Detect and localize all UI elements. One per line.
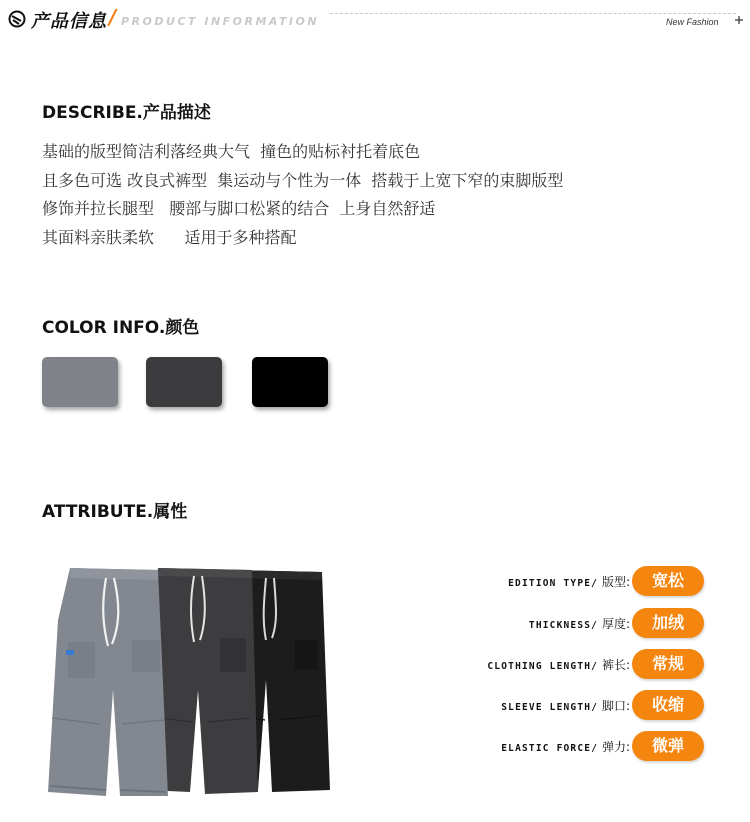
- attribute-value-badge: 宽松: [632, 566, 704, 596]
- attribute-label-cn: 脚口:: [601, 699, 630, 713]
- attribute-row-elastic-force: [420, 731, 710, 761]
- color-swatch-gray[interactable]: [42, 357, 118, 407]
- color-swatch-dark-gray[interactable]: [146, 357, 222, 407]
- describe-line: 修饰并拉长腿型 腰部与脚口松紧的结合 上身自然舒适: [42, 199, 436, 218]
- attribute-label-en: CLOTHING LENGTH/: [487, 661, 599, 672]
- attribute-label-cn: 裤长:: [601, 658, 630, 672]
- title-slash: /: [109, 5, 117, 29]
- attribute-label-cn: 厚度:: [601, 617, 630, 631]
- attribute-label-en: SLEEVE LENGTH/: [501, 702, 599, 713]
- attribute-label: [487, 656, 630, 673]
- attribute-label: [529, 615, 630, 632]
- color-info-heading: COLOR INFO.颜色: [42, 318, 200, 338]
- section-title-cn: 产品信息: [31, 11, 107, 32]
- describe-line: 基础的版型简洁利落经典大气 撞色的贴标衬托着底色: [42, 142, 421, 161]
- attribute-row-sleeve-length: [420, 690, 710, 720]
- attribute-row-clothing-length: [420, 649, 710, 679]
- attribute-value-badge: 收缩: [632, 690, 704, 720]
- color-swatches: [42, 357, 342, 409]
- plus-icon: [735, 16, 743, 24]
- header-divider: [330, 13, 736, 14]
- attribute-label-cn: 版型:: [601, 575, 630, 589]
- attribute-row-thickness: [420, 608, 710, 638]
- attribute-label-en: ELASTIC FORCE/: [501, 743, 599, 754]
- attribute-label: [501, 697, 630, 714]
- attribute-label: [508, 573, 630, 590]
- attribute-row-edition-type: [420, 566, 710, 596]
- section-title-en: PRODUCT INFORMATION: [121, 15, 320, 28]
- tagline: New Fashion: [666, 17, 719, 27]
- attribute-value-badge: 常规: [632, 649, 704, 679]
- attribute-label-cn: 弹力:: [601, 740, 630, 754]
- page-header: [0, 0, 750, 40]
- attribute-label: [501, 738, 630, 755]
- no-entry-logo-icon: [8, 10, 26, 28]
- describe-line: 且多色可选 改良式裤型 集运动与个性为一体 搭载于上宽下窄的束脚版型: [42, 170, 564, 190]
- attribute-label-en: EDITION TYPE/: [508, 578, 599, 589]
- attribute-heading: ATTRIBUTE.属性: [42, 502, 188, 522]
- attribute-label-en: THICKNESS/: [528, 620, 599, 631]
- color-swatch-black[interactable]: [252, 357, 328, 407]
- pants-product-image: [40, 560, 340, 800]
- attribute-value-badge: 加绒: [632, 608, 704, 638]
- describe-text: [42, 138, 702, 252]
- describe-line: 其面料亲肤柔软 适用于多种搭配: [42, 227, 297, 247]
- attribute-value-badge: 微弹: [632, 731, 704, 761]
- describe-heading: DESCRIBE.产品描述: [42, 103, 211, 123]
